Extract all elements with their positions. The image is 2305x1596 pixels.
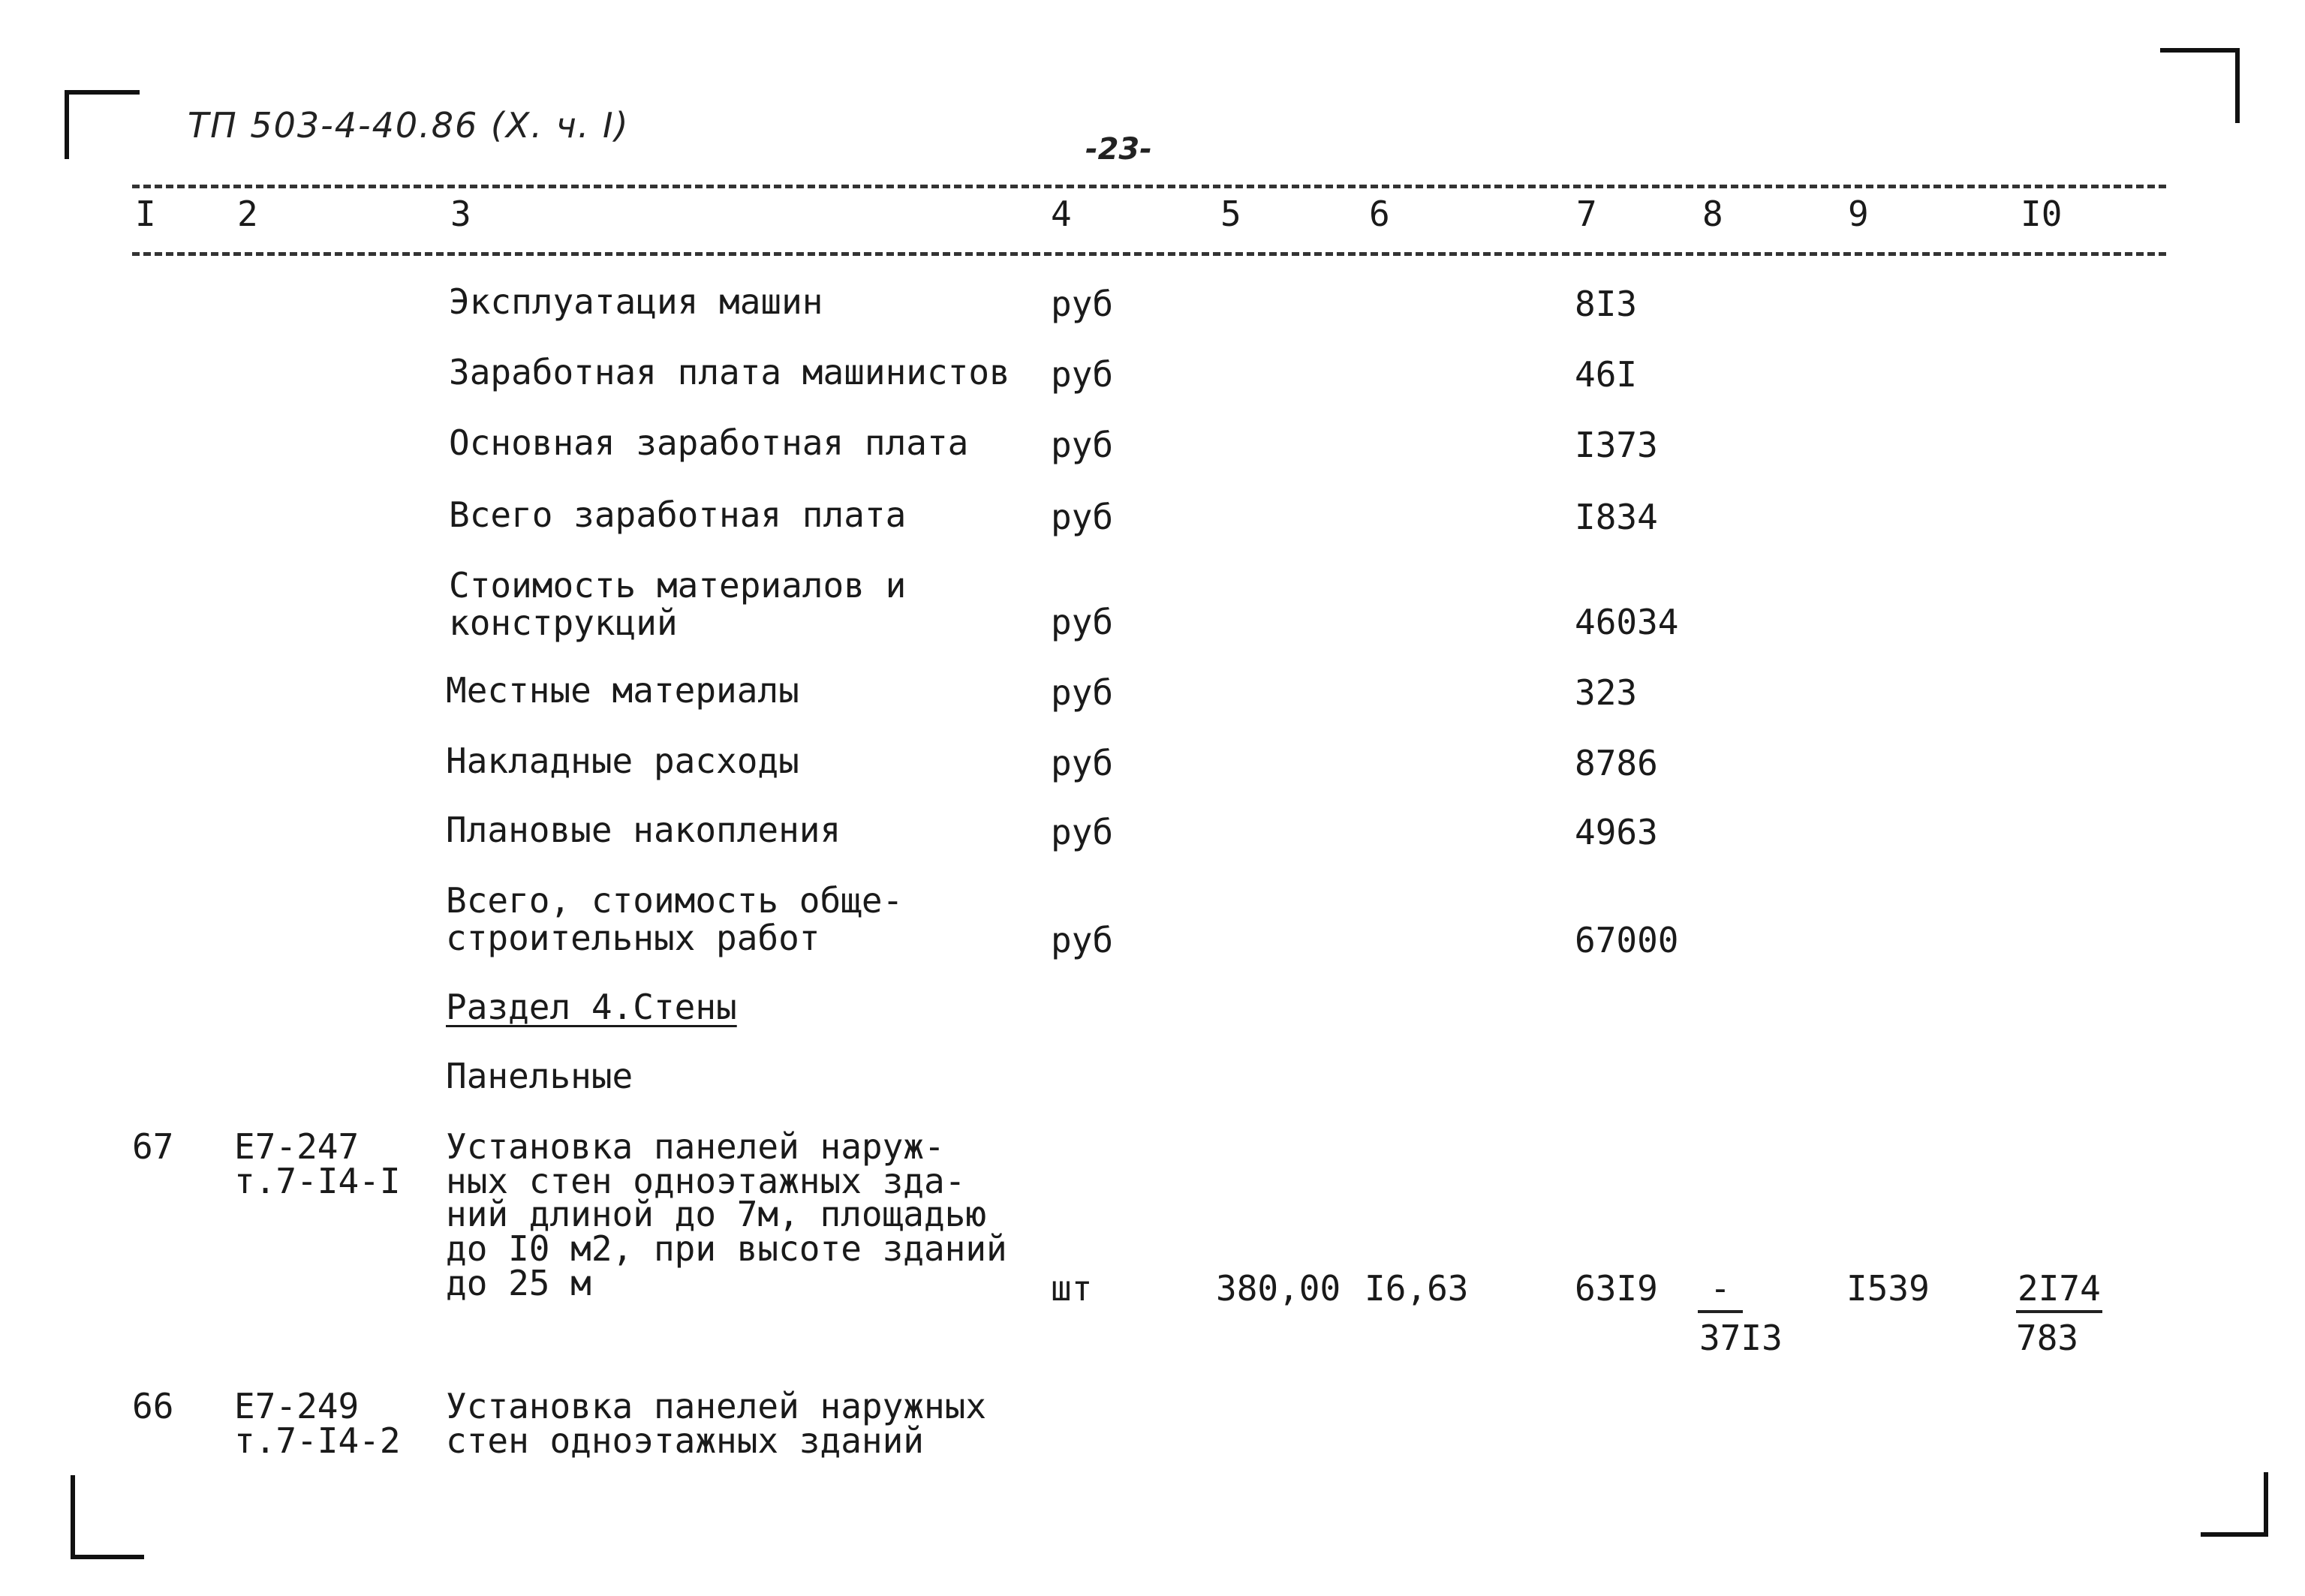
item-col8-top: - — [1698, 1268, 1743, 1313]
column-header-7: 7 — [1576, 194, 1597, 234]
item-description: Установка панелей наружных — [446, 1386, 987, 1426]
corner-mark-bottom-left — [71, 1555, 144, 1559]
summary-label: Заработная плата машинистов — [449, 352, 1010, 392]
item-unit-price: I6,63 — [1365, 1268, 1469, 1309]
summary-label: Основная заработная плата — [449, 422, 969, 463]
summary-unit: руб — [1051, 354, 1114, 395]
item-code: т.7-I4-I — [234, 1161, 401, 1201]
summary-label: Плановые накопления — [446, 810, 841, 850]
summary-unit: руб — [1051, 920, 1114, 960]
corner-mark-bottom-right — [2201, 1532, 2268, 1537]
summary-label: Местные материалы — [446, 670, 799, 711]
column-header-8: 8 — [1702, 194, 1723, 234]
column-header-6: 6 — [1369, 194, 1390, 234]
corner-mark-top-left — [65, 90, 140, 95]
summary-value: 8I3 — [1575, 284, 1638, 324]
summary-value: 46034 — [1575, 602, 1679, 642]
summary-unit: руб — [1051, 497, 1114, 537]
item-description: до 25 м — [446, 1263, 591, 1303]
item-description: ных стен одноэтажных зда- — [446, 1161, 966, 1201]
summary-label: Стоимость материалов и — [449, 565, 907, 606]
column-header-5: 5 — [1220, 194, 1241, 234]
corner-mark-bottom-right — [2264, 1472, 2268, 1537]
summary-unit: руб — [1051, 672, 1114, 713]
summary-value: 323 — [1575, 672, 1638, 713]
summary-label: строительных работ — [446, 918, 820, 958]
item-col10-bottom: 783 — [2016, 1318, 2079, 1358]
column-header-3: 3 — [450, 194, 471, 234]
summary-unit: руб — [1051, 602, 1114, 642]
column-header-9: 9 — [1848, 194, 1869, 234]
summary-unit: руб — [1051, 425, 1114, 465]
item-code: т.7-I4-2 — [234, 1420, 401, 1461]
summary-unit: руб — [1051, 743, 1114, 783]
summary-label: Эксплуатация машин — [449, 281, 823, 322]
item-total: 63I9 — [1575, 1268, 1658, 1309]
column-header-1: I — [135, 194, 156, 234]
column-header-2: 2 — [237, 194, 258, 234]
item-col10-top: 2I74 — [2016, 1268, 2102, 1313]
summary-value: 67000 — [1575, 920, 1679, 960]
summary-value: I373 — [1575, 425, 1658, 465]
corner-mark-top-right — [2160, 48, 2240, 53]
item-col8-bottom: 37I3 — [1699, 1318, 1783, 1358]
item-unit: шт — [1051, 1268, 1093, 1309]
item-description: Установка панелей наруж- — [446, 1126, 945, 1167]
column-header-10: I0 — [2021, 194, 2063, 234]
item-col9: I539 — [1846, 1268, 1930, 1309]
divider — [132, 185, 2166, 188]
item-description: стен одноэтажных зданий — [446, 1420, 924, 1461]
summary-value: 8786 — [1575, 743, 1658, 783]
item-quantity: 380,00 — [1216, 1268, 1341, 1309]
item-description: до I0 м2, при высоте зданий — [446, 1228, 1007, 1269]
item-code: Е7-247 — [234, 1126, 360, 1167]
corner-mark-top-right — [2235, 48, 2240, 123]
corner-mark-bottom-left — [71, 1475, 75, 1559]
document-code: ТП 503-4-40.86 (Х. ч. I) — [188, 105, 630, 146]
summary-value: 46I — [1575, 354, 1638, 395]
item-number: 66 — [132, 1386, 174, 1426]
corner-mark-top-left — [65, 90, 69, 159]
summary-value: 4963 — [1575, 812, 1658, 852]
item-description: ний длиной до 7м, площадью — [446, 1194, 987, 1234]
summary-label: Всего заработная плата — [449, 494, 907, 535]
divider — [132, 252, 2166, 256]
item-number: 67 — [132, 1126, 174, 1167]
summary-unit: руб — [1051, 284, 1114, 324]
section-subtitle: Панельные — [446, 1056, 633, 1096]
summary-label: конструкций — [449, 603, 678, 643]
summary-unit: руб — [1051, 812, 1114, 852]
column-header-4: 4 — [1051, 194, 1072, 234]
page-number: -23- — [1085, 132, 1152, 167]
item-code: Е7-249 — [234, 1386, 360, 1426]
summary-value: I834 — [1575, 497, 1658, 537]
summary-label: Всего, стоимость обще- — [446, 880, 904, 921]
summary-label: Накладные расходы — [446, 741, 799, 781]
section-title: Раздел 4.Стены — [446, 987, 737, 1027]
